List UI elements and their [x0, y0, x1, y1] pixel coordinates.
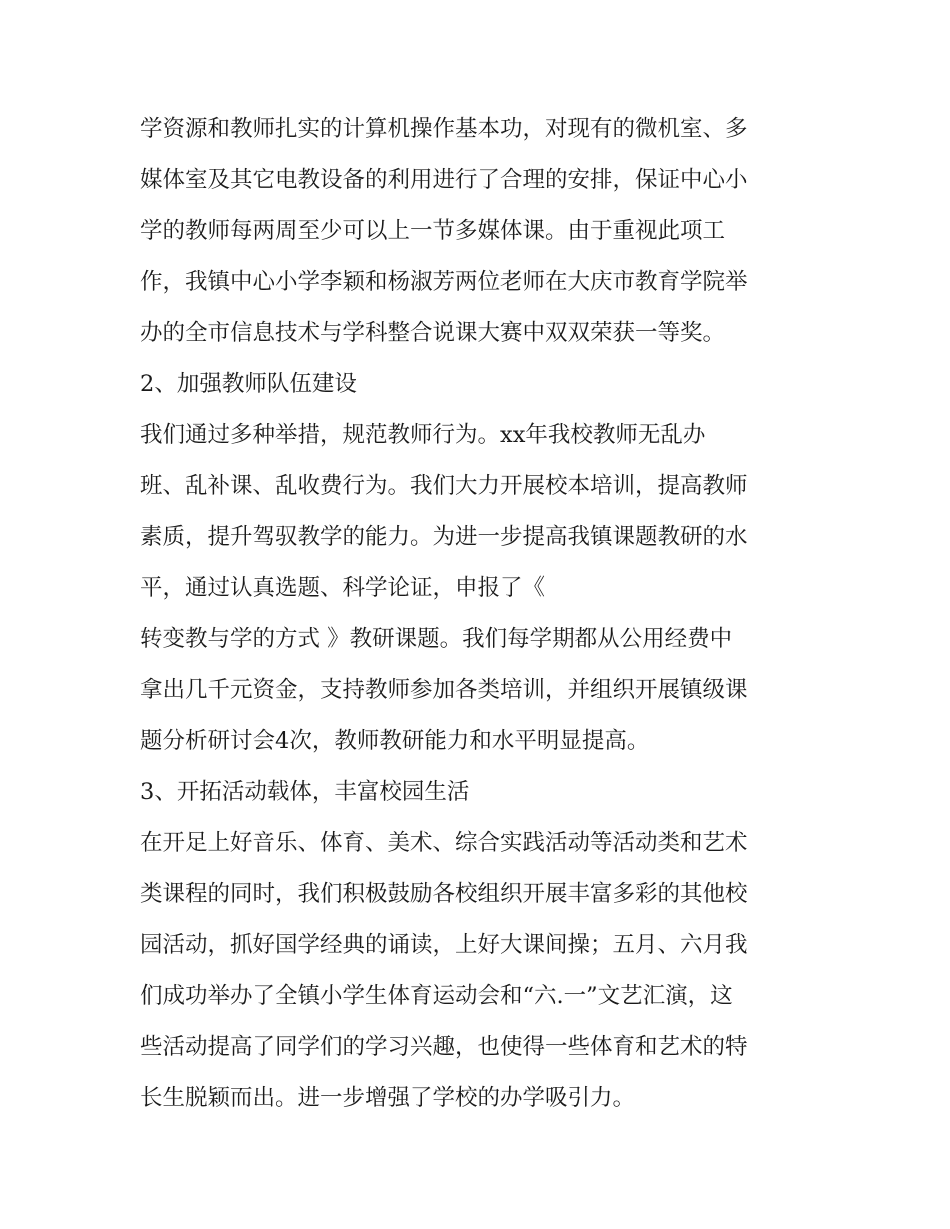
text-line: 平，通过认真选题、科学论证，申报了《	[140, 575, 546, 601]
text-line: 转变教与学的方式 》教研课题。我们每学期都从公用经费中	[140, 626, 733, 652]
section-heading: 3、开拓活动载体，丰富校园生活	[140, 779, 470, 805]
text-line: 拿出几千元资金，支持教师参加各类培训，并组织开展镇级课	[140, 677, 748, 703]
text-line: 媒体室及其它电教设备的利用进行了合理的安排，保证中心小	[140, 167, 748, 193]
text-line: 办的全市信息技术与学科整合说课大赛中双双荣获一等奖。	[140, 320, 726, 346]
text-line: 学的教师每两周至少可以上一节多媒体课。由于重视此项工	[140, 218, 726, 244]
text-line: 些活动提高了同学们的学习兴趣，也使得一些体育和艺术的特	[140, 1034, 748, 1060]
text-line: 们成功举办了全镇小学生体育运动会和“六.一”文艺汇演，这	[140, 983, 733, 1009]
text-line: 园活动，抓好国学经典的诵读，上好大课间操；五月、六月我	[140, 932, 748, 958]
text-line: 类课程的同时，我们积极鼓励各校组织开展丰富多彩的其他校	[140, 881, 748, 907]
text-line: 学资源和教师扎实的计算机操作基本功，对现有的微机室、多	[140, 116, 748, 142]
text-line: 长生脱颖而出。进一步增强了学校的办学吸引力。	[140, 1085, 636, 1111]
text-line: 作，我镇中心小学李颖和杨淑芳两位老师在大庆市教育学院举	[140, 269, 748, 295]
text-line: 在开足上好音乐、体育、美术、综合实践活动等活动类和艺术	[140, 830, 748, 856]
text-line: 素质，提升驾驭教学的能力。为进一步提高我镇课题教研的水	[140, 524, 748, 550]
text-line: 我们通过多种举措，规范教师行为。xx年我校教师无乱办	[140, 422, 706, 448]
text-line: 题分析研讨会4次，教师教研能力和水平明显提高。	[140, 728, 650, 754]
section-heading: 2、加强教师队伍建设	[140, 371, 357, 397]
text-line: 班、乱补课、乱收费行为。我们大力开展校本培训，提高教师	[140, 473, 748, 499]
